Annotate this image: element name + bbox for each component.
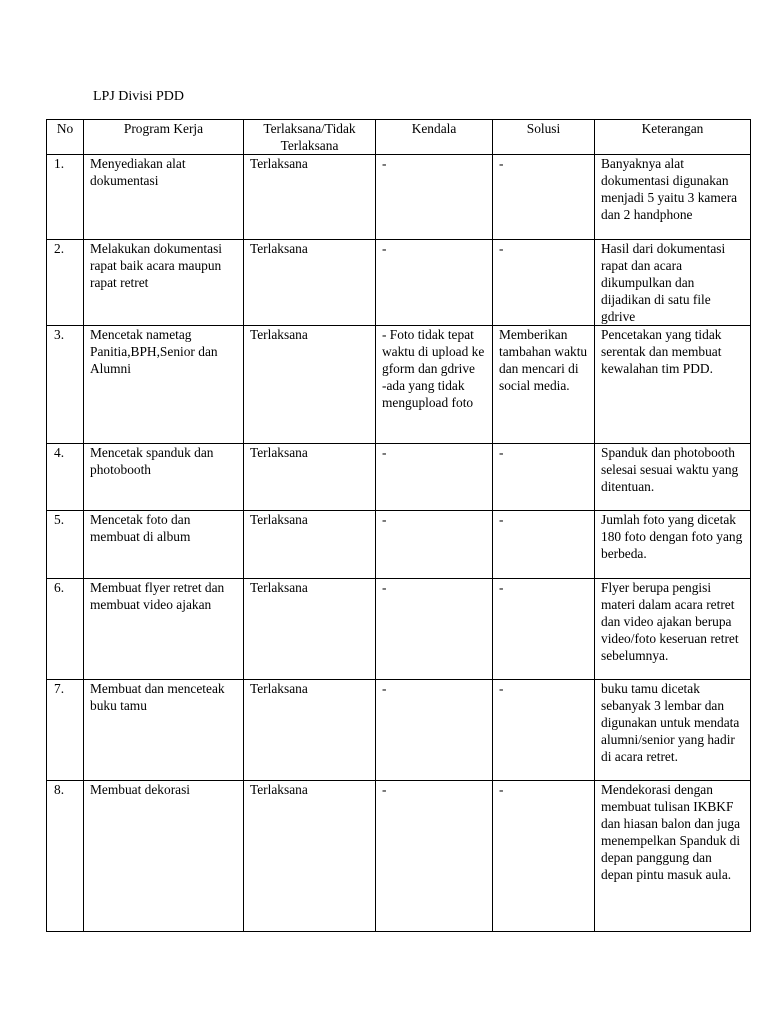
kendala-cell: - Foto tidak tepat waktu di upload ke gform dan gdrive -ada yang tidak mengupload foto <box>376 326 493 444</box>
solusi-cell: - <box>493 444 595 511</box>
solusi-cell: - <box>493 781 595 932</box>
keterangan-cell: buku tamu dicetak sebanyak 3 lembar dan digunakan untuk mendata alumni/senior yang hadir di acara retret. <box>595 680 751 781</box>
keterangan-cell: Spanduk dan photobooth selesai sesuai waktu yang ditentuan. <box>595 444 751 511</box>
kendala-cell: - <box>376 680 493 781</box>
keterangan-cell: Pencetakan yang tidak serentak dan membuat kewalahan tim PDD. <box>595 326 751 444</box>
kendala-cell: - <box>376 781 493 932</box>
table-row <box>47 444 751 511</box>
program-kerja-cell: Mencetak nametag Panitia,BPH,Senior dan Alumni <box>84 326 244 444</box>
table-row <box>47 680 751 781</box>
program-kerja-cell: Melakukan dokumentasi rapat baik acara maupun rapat retret <box>84 240 244 326</box>
keterangan-cell: Jumlah foto yang dicetak 180 foto dengan foto yang berbeda. <box>595 511 751 579</box>
solusi-cell: - <box>493 680 595 781</box>
row-number: 6. <box>47 579 84 680</box>
solusi-cell: Memberikan tambahan waktu dan mencari di social media. <box>493 326 595 444</box>
table-row <box>47 240 751 326</box>
solusi-cell: - <box>493 240 595 326</box>
table-row <box>47 326 751 444</box>
status-cell: Terlaksana <box>244 680 376 781</box>
status-cell: Terlaksana <box>244 155 376 240</box>
keterangan-cell: Flyer berupa pengisi materi dalam acara retret dan video ajakan berupa video/foto keseruan retret sebelumnya. <box>595 579 751 680</box>
status-cell: Terlaksana <box>244 240 376 326</box>
row-number: 3. <box>47 326 84 444</box>
keterangan-cell: Banyaknya alat dokumentasi digunakan menjadi 5 yaitu 3 kamera dan 2 handphone <box>595 155 751 240</box>
row-number: 7. <box>47 680 84 781</box>
program-kerja-cell: Menyediakan alat dokumentasi <box>84 155 244 240</box>
row-number: 2. <box>47 240 84 326</box>
program-kerja-cell: Membuat dekorasi <box>84 781 244 932</box>
row-number: 5. <box>47 511 84 579</box>
kendala-cell: - <box>376 444 493 511</box>
program-kerja-cell: Mencetak spanduk dan photobooth <box>84 444 244 511</box>
status-cell: Terlaksana <box>244 326 376 444</box>
header-kendala: Kendala <box>376 120 493 155</box>
solusi-cell: - <box>493 579 595 680</box>
keterangan-cell: Hasil dari dokumentasi rapat dan acara dikumpulkan dan dijadikan di satu file gdrive <box>595 240 751 326</box>
lpj-table <box>46 119 751 932</box>
status-cell: Terlaksana <box>244 444 376 511</box>
program-kerja-cell: Membuat flyer retret dan membuat video ajakan <box>84 579 244 680</box>
kendala-cell: - <box>376 240 493 326</box>
table-row <box>47 781 751 932</box>
row-number: 8. <box>47 781 84 932</box>
header-status: Terlaksana/Tidak Terlaksana <box>244 120 376 155</box>
kendala-cell: - <box>376 155 493 240</box>
row-number: 4. <box>47 444 84 511</box>
row-number: 1. <box>47 155 84 240</box>
kendala-cell: - <box>376 511 493 579</box>
table-header-row <box>47 120 751 155</box>
header-solusi: Solusi <box>493 120 595 155</box>
keterangan-cell: Mendekorasi dengan membuat tulisan IKBKF dan hiasan balon dan juga menempelkan Spanduk di depan panggung dan depan pintu masuk aula. <box>595 781 751 932</box>
solusi-cell: - <box>493 511 595 579</box>
page-title: LPJ Divisi PDD <box>93 89 185 104</box>
table-row <box>47 579 751 680</box>
header-no: No <box>47 120 84 155</box>
status-cell: Terlaksana <box>244 579 376 680</box>
status-cell: Terlaksana <box>244 781 376 932</box>
program-kerja-cell: Mencetak foto dan membuat di album <box>84 511 244 579</box>
kendala-cell: - <box>376 579 493 680</box>
status-cell: Terlaksana <box>244 511 376 579</box>
table-row <box>47 155 751 240</box>
solusi-cell: - <box>493 155 595 240</box>
header-keterangan: Keterangan <box>595 120 751 155</box>
table-row <box>47 511 751 579</box>
program-kerja-cell: Membuat dan menceteak buku tamu <box>84 680 244 781</box>
header-program-kerja: Program Kerja <box>84 120 244 155</box>
